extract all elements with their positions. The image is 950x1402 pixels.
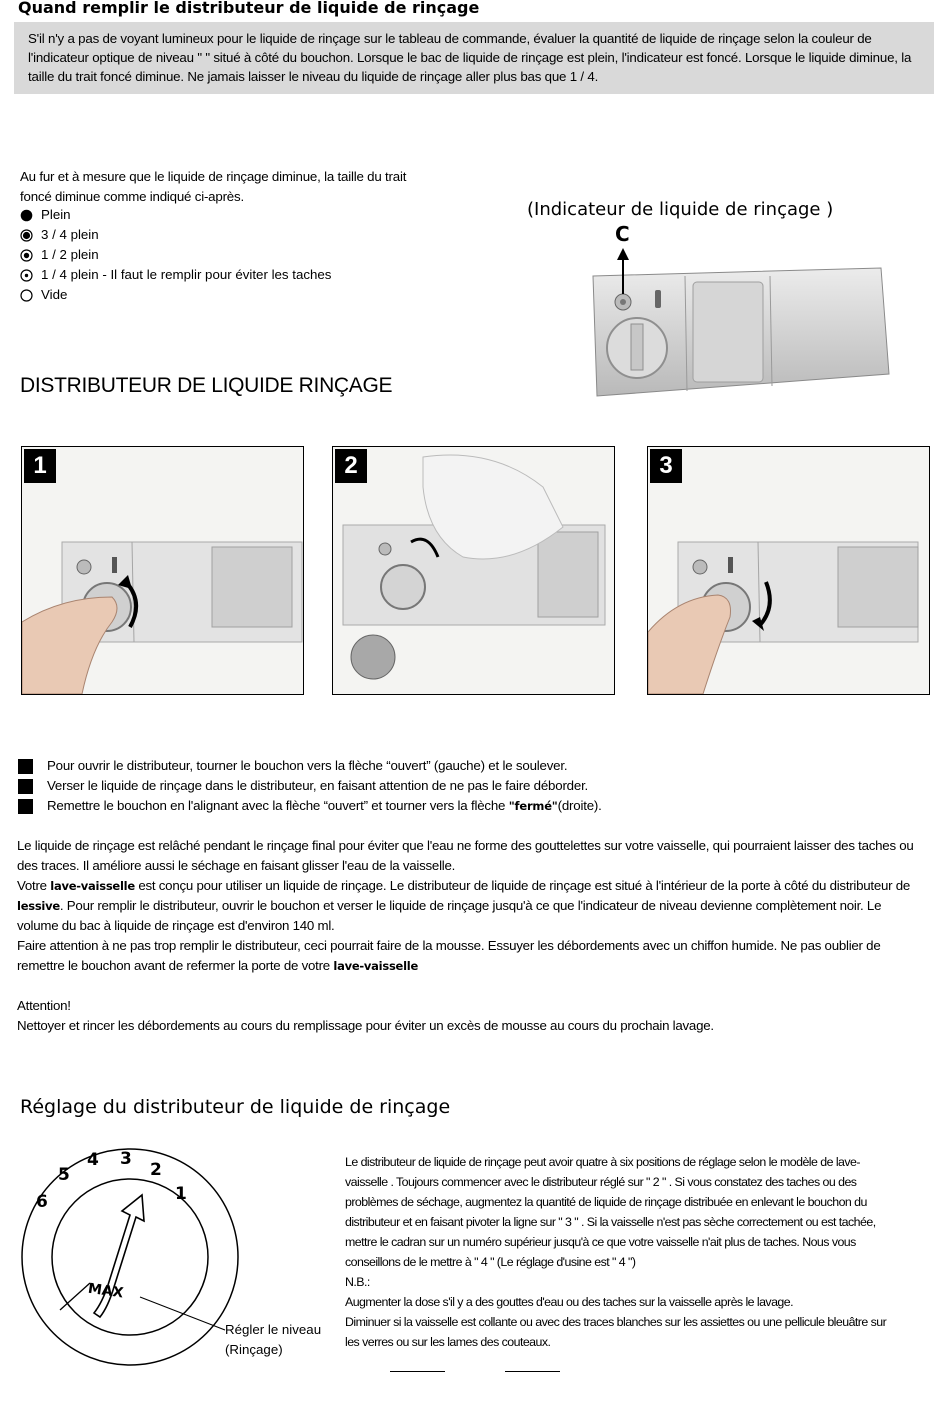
notice-box xyxy=(14,22,934,94)
bullet-square-icon xyxy=(18,759,33,774)
dial-number: 2 xyxy=(150,1160,162,1180)
level-list xyxy=(20,205,331,305)
level-label: Vide xyxy=(41,287,68,302)
dial-outer-ring xyxy=(22,1149,238,1365)
dial-leader-line xyxy=(140,1297,225,1330)
level-item xyxy=(20,205,331,225)
step-item xyxy=(18,776,602,796)
dial-number: 5 xyxy=(58,1165,70,1185)
divider xyxy=(390,1371,445,1372)
level-quarter-icon xyxy=(20,269,33,282)
step-list xyxy=(18,756,602,816)
bullet-square-icon xyxy=(18,779,33,794)
step-text: Verser le liquide de rinçage dans le distributeur, en faisant attention de ne pas le faire déborder. xyxy=(47,778,589,793)
term-dishwasher: lave-vaisselle xyxy=(333,959,419,973)
dial-number: 1 xyxy=(175,1184,187,1204)
dial-number: 6 xyxy=(36,1192,48,1212)
level-item xyxy=(20,265,331,285)
level-label: Plein xyxy=(41,207,71,222)
nb-line: Augmenter la dose s'il y a des gouttes d'eau ou des taches sur la vaisselle après le lavage. xyxy=(345,1295,793,1309)
notice-text: S'il n'y a pas de voyant lumineux pour le liquide de rinçage sur le tableau de commande, évaluer la quantité de liquide de rinçage selon la couleur de l'indicateur optique de niveau " " situé à côté du bouchon. Lorsque le bac de liquide de rinçage est plein, l'indicateur est foncé. Lorsque le liquide diminue, la taille du trait foncé diminue. Ne jamais laisser le niveau du liquide de rinçage aller plus bas que 1 / 4. xyxy=(28,31,912,84)
dial-caption-line: Régler le niveau xyxy=(225,1322,322,1337)
text-run: Faire attention à ne pas trop remplir le distributeur, ceci pourrait faire de la mousse. Essuyer les débordements avec un chiffon humide. Ne pas oublier de remettre le bouchon avant de refermer la porte de votre xyxy=(17,938,881,973)
body-paragraph-3 xyxy=(17,936,917,976)
level-label: 1 / 2 plein xyxy=(41,247,99,262)
level-label: 3 / 4 plein xyxy=(41,227,99,242)
indicator-title: (Indicateur de liquide de rinçage ) xyxy=(527,199,834,220)
nb-title: N.B.: xyxy=(345,1275,370,1289)
divider xyxy=(505,1371,560,1372)
term-dishwasher: lave-vaisselle xyxy=(50,879,135,893)
attention-title: Attention! xyxy=(17,998,71,1013)
step-number: 2 xyxy=(335,449,367,483)
body-paragraph-1: Le liquide de rinçage est relâché pendant le rinçage final pour éviter que l'eau ne forme des gouttelettes sur votre vaisselle, qui pourraient laisser des taches ou des traces. Il améliore aussi le séchage en faisant glisser l'eau de la vaisselle. xyxy=(17,838,914,873)
setting-text xyxy=(345,1152,900,1352)
level-empty-icon xyxy=(20,289,33,302)
dial-max-label: MAX xyxy=(86,1280,125,1302)
levels-intro: Au fur et à mesure que le liquide de rinçage diminue, la taille du trait foncé diminue comme indiqué ci-après. xyxy=(20,169,407,204)
dial-caption-line: (Rinçage) xyxy=(225,1342,283,1357)
level-three-quarter-icon xyxy=(20,229,33,242)
level-item xyxy=(20,285,331,305)
step-text-end: (droite). xyxy=(557,798,602,813)
level-item xyxy=(20,225,331,245)
dispenser-indicator-image xyxy=(585,246,890,406)
body-text xyxy=(17,836,917,976)
attention-text: Nettoyer et rincer les débordements au cours du remplissage pour éviter un excès de mousse au cours du prochain lavage. xyxy=(17,1018,714,1033)
step-text: Remettre le bouchon en l'alignant avec la flèche “ouvert” et tourner vers la flèche xyxy=(47,798,506,813)
step-text: Pour ouvrir le distributeur, tourner le bouchon vers la flèche “ouvert” (gauche) et le soulever. xyxy=(47,758,568,773)
level-label: 1 / 4 plein - Il faut le remplir pour éviter les taches xyxy=(41,267,332,282)
bullet-square-icon xyxy=(18,799,33,814)
step-photo-1 xyxy=(21,446,304,695)
closed-label: "fermé" xyxy=(508,799,558,813)
nb-line: Diminuer si la vaisselle est collante ou avec des traces blanches sur les assiettes ou une pellicule bleuâtre sur les verres ou sur les lames des couteaux. xyxy=(345,1315,887,1349)
step-photo-2 xyxy=(332,446,615,695)
body-paragraph-2 xyxy=(17,876,917,936)
page-title: Quand remplir le distributeur de liquide de rinçage xyxy=(18,0,480,17)
level-half-icon xyxy=(20,249,33,262)
term-detergent: lessive xyxy=(17,899,60,913)
dial-caption xyxy=(225,1320,321,1360)
step-number: 3 xyxy=(650,449,682,483)
step-item xyxy=(18,796,602,816)
setting-heading: Réglage du distributeur de liquide de rinçage xyxy=(20,1096,451,1118)
dispenser-heading: DISTRIBUTEUR DE LIQUIDE RINÇAGE xyxy=(20,374,393,397)
dial-max-mark xyxy=(60,1283,90,1310)
step-photo-3 xyxy=(647,446,930,695)
dial-number: 3 xyxy=(120,1149,132,1169)
attention-block xyxy=(17,996,714,1036)
step-number: 1 xyxy=(24,449,56,483)
dial-number: 4 xyxy=(87,1150,99,1170)
step-item xyxy=(18,756,602,776)
text-run: . Pour remplir le distributeur, ouvrir le bouchon et verser le liquide de rinçage jusqu'à ce que l'indicateur de niveau devienne complètement noir. Le volume du bac à liquide de rinçage est d'environ 140 ml. xyxy=(17,898,882,933)
setting-paragraph: Le distributeur de liquide de rinçage peut avoir quatre à six positions de réglage selon le modèle de lave-vaisselle . Toujours commencer avec le distributeur réglé sur " 2 " . Si vous constatez des taches ou des problèmes de séchage, augmentez la quantité de liquide de rinçage distribuée en enlevant le bouchon du distributeur et en faisant pivoter la ligne sur " 3 " . Si la vaisselle n'est pas sèche correctement ou est tachée, mettre le cadran sur un numéro supérieur jusqu'à ce que votre vaisselle n'ait plus de taches. Nous vous conseillons de le mettre à " 4 " (Le réglage d'usine est " 4 ") xyxy=(345,1155,876,1269)
level-item xyxy=(20,245,331,265)
indicator-letter: C xyxy=(615,222,630,246)
text-run: est conçu pour utiliser un liquide de rinçage. Le distributeur de liquide de rinçage est situé à l'intérieur de la porte à côté du distributeur de xyxy=(134,878,911,893)
level-full-icon xyxy=(20,209,33,222)
text-run: Votre xyxy=(17,878,51,893)
